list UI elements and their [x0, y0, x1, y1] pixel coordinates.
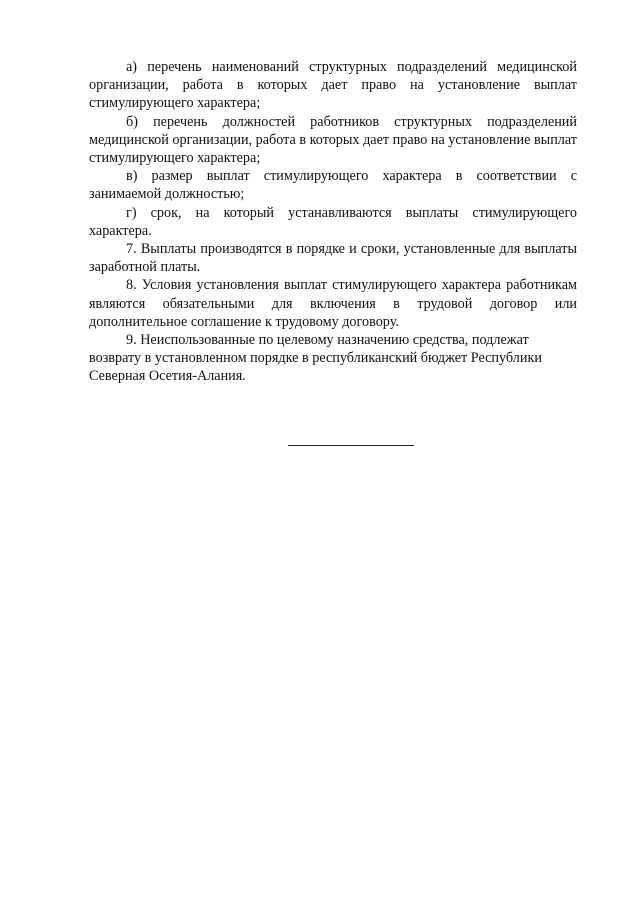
- document-body: [89, 58, 577, 386]
- paragraph-9: 9. Неиспользованные по целевому назначению средства, подлежат возврату в установленном порядке в республиканский бюджет Республики Северная Осетия-Алания.: [89, 332, 542, 385]
- paragraph-8: 8. Условия установления выплат стимулирующего характера работникам являются обязательными для включения в трудовой договор или дополнительное соглашение к трудовому договору.: [89, 277, 577, 330]
- paragraph-a: а) перечень наименований структурных подразделений медицинской организации, работа в которых дает право на установление выплат стимулирующего характера;: [89, 59, 577, 112]
- paragraph-b: б) перечень должностей работников структурных подразделений медицинской организации, работа в которых дает право на установление выплат стимулирующего характера;: [89, 113, 577, 167]
- paragraph-g: г) срок, на который устанавливаются выплаты стимулирующего характера.: [89, 204, 577, 239]
- end-divider-line: [288, 445, 414, 446]
- paragraph-7: 7. Выплаты производятся в порядке и сроки, установленные для выплаты заработной платы.: [89, 241, 577, 276]
- paragraph-v: в) размер выплат стимулирующего характера в соответствии с занимаемой должностью;: [89, 168, 577, 203]
